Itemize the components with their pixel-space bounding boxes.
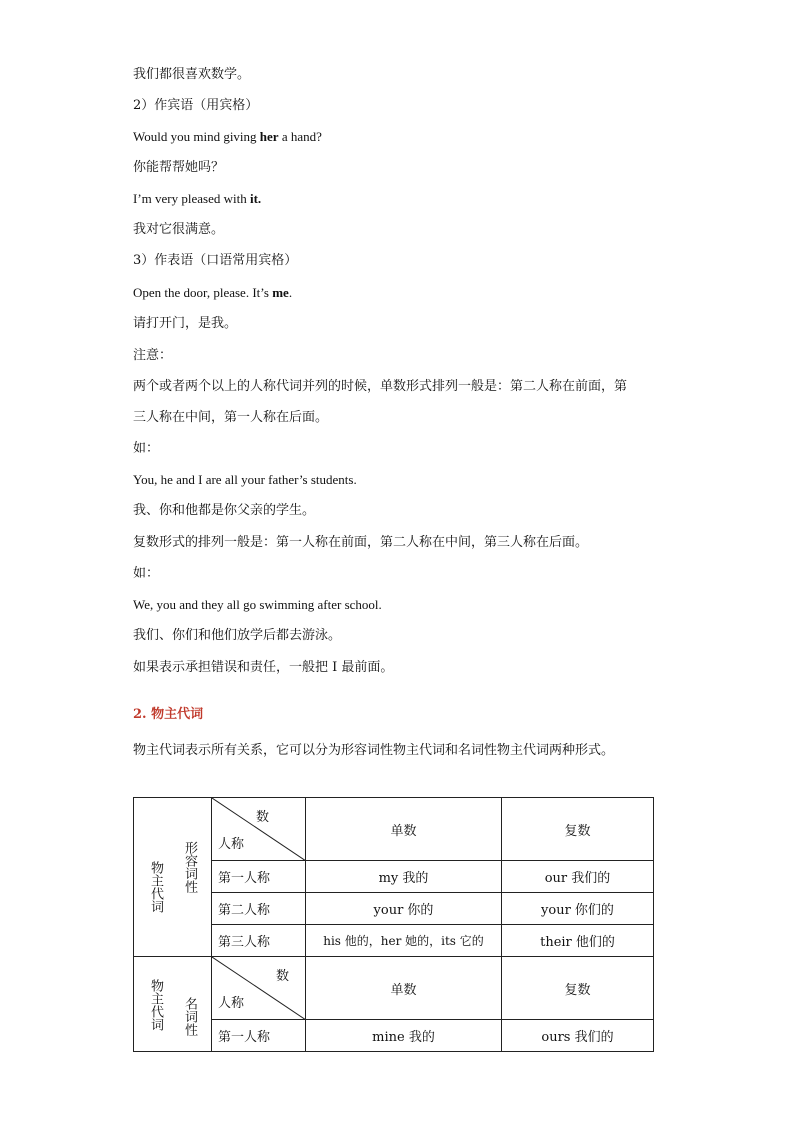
text-line: 注意：	[133, 348, 173, 363]
text-line: 三人称在中间，第一人称在后面。	[133, 410, 329, 425]
example-sentence: You, he and I are all your father’s students.	[133, 472, 357, 487]
text: I’m very pleased with	[133, 191, 250, 206]
emphasis: it.	[249, 191, 262, 206]
person-cell: 第一人称	[212, 861, 306, 893]
header-count: 数	[275, 969, 289, 984]
vertical-label: 物主代词	[148, 979, 163, 1031]
column-header: 复数	[502, 798, 654, 861]
example-sentence	[133, 190, 261, 208]
plural-cell: your 你们的	[502, 893, 654, 925]
column-header: 单数	[306, 957, 502, 1020]
emphasis: her	[259, 129, 279, 144]
diagonal-header	[212, 957, 306, 1020]
column-header: 复数	[502, 957, 654, 1020]
text: .	[288, 285, 293, 300]
singular-cell: his 他的，her 她的，its 它的	[306, 925, 502, 957]
vertical-label: 形容词性	[182, 841, 197, 893]
text-line: 如果表示承担错误和责任，一般把 I 最前面。	[133, 660, 394, 675]
text-line: 我、你和他都是你父亲的学生。	[133, 503, 316, 518]
text-line: 如：	[133, 441, 160, 456]
emphasis: me	[272, 285, 289, 300]
column-header: 单数	[306, 798, 502, 861]
diagonal-header	[212, 798, 306, 861]
text-line: 你能帮帮她吗？	[133, 160, 225, 175]
text-line: 请打开门，是我。	[133, 316, 238, 331]
section-heading: 2. 物主代词	[133, 707, 204, 722]
person-cell: 第二人称	[212, 893, 306, 925]
header-person: 人称	[218, 837, 245, 852]
plural-cell: their 他们的	[502, 925, 654, 957]
text-line: 如：	[133, 566, 160, 581]
text-line: 3）作表语（口语常用宾格）	[133, 253, 298, 268]
text-line: 我对它很满意。	[133, 222, 225, 237]
section-label	[134, 798, 212, 957]
person-cell: 第一人称	[212, 1020, 306, 1052]
plural-cell: ours 我们的	[502, 1020, 654, 1052]
pronoun-table	[133, 797, 654, 1052]
section-label	[134, 957, 212, 1052]
vertical-label: 名词性	[182, 996, 197, 1036]
text: Would you mind giving	[133, 129, 260, 144]
text-line: 物主代词表示所有关系，它可以分为形容词性物主代词和名词性物主代词两种形式。	[133, 743, 615, 758]
text: a hand?	[278, 129, 322, 144]
header-person: 人称	[218, 996, 245, 1011]
plural-cell: our 我们的	[502, 861, 654, 893]
text-line: 我们、你们和他们放学后都去游泳。	[133, 628, 342, 643]
text: Open the door, please. It’s	[133, 285, 273, 300]
singular-cell: your 你的	[306, 893, 502, 925]
example-sentence: We, you and they all go swimming after school.	[133, 597, 382, 612]
text-line: 复数形式的排列一般是：第一人称在前面，第二人称在中间，第三人称在后面。	[133, 535, 589, 550]
singular-cell: mine 我的	[306, 1020, 502, 1052]
text-line: 我们都很喜欢数学。	[133, 67, 251, 82]
example-sentence	[133, 128, 322, 146]
text-line: 2）作宾语（用宾格）	[133, 98, 259, 113]
header-count: 数	[255, 810, 269, 825]
person-cell: 第三人称	[212, 925, 306, 957]
singular-cell: my 我的	[306, 861, 502, 893]
example-sentence	[133, 284, 292, 302]
vertical-label: 物主代词	[148, 861, 163, 913]
text-line: 两个或者两个以上的人称代词并列的时候，单数形式排列一般是：第二人称在前面，第	[133, 379, 628, 394]
